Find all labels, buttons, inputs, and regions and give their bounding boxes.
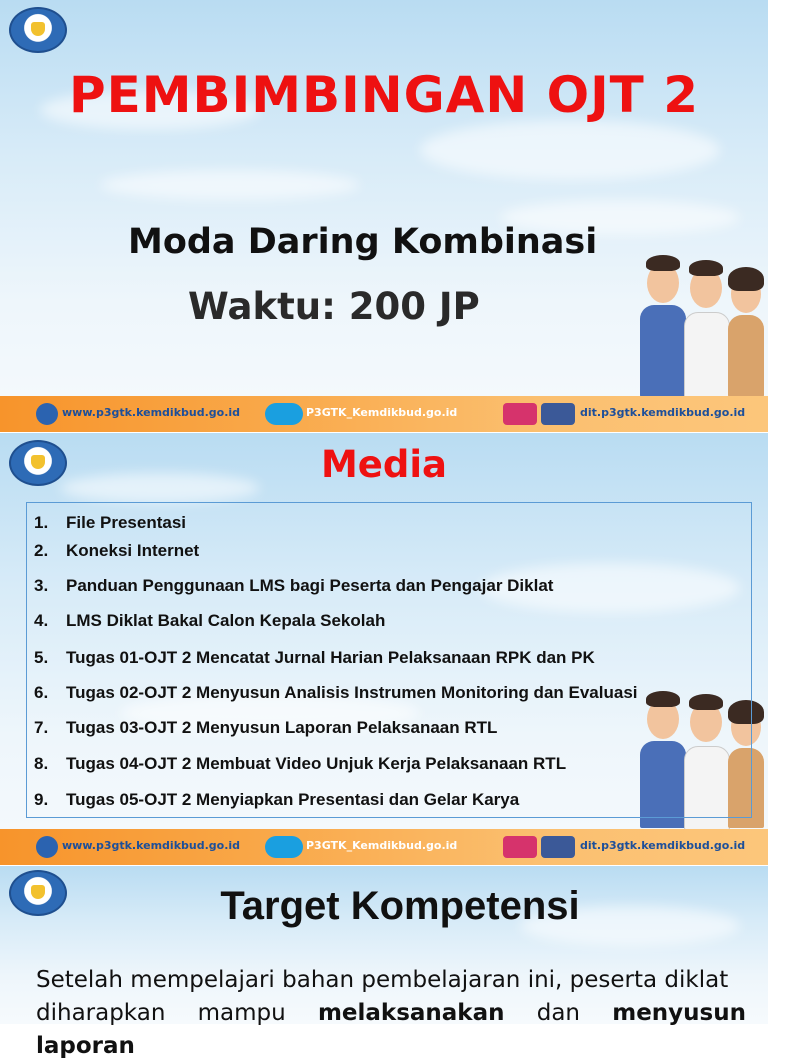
media-list-box — [26, 502, 752, 818]
twitter-link[interactable]: P3GTK_Kemdikbud.go.id — [306, 839, 458, 852]
list-item: 9. Tugas 05-OJT 2 Menyiapkan Presentasi dan Gelar Karya — [34, 790, 520, 809]
list-item: 1. File Presentasi — [34, 513, 187, 532]
slide-footer — [0, 829, 768, 865]
facebook-icon — [541, 836, 575, 858]
kemdikbud-logo — [9, 7, 67, 53]
social-link[interactable]: dit.p3gtk.kemdikbud.go.id — [580, 839, 746, 852]
list-item: 6. Tugas 02-OJT 2 Menyusun Analisis Instrumen Monitoring dan Evaluasi — [34, 683, 638, 702]
globe-icon — [36, 403, 58, 425]
slide-3 — [0, 866, 768, 1059]
twitter-icon — [265, 836, 303, 858]
social-link[interactable]: dit.p3gtk.kemdikbud.go.id — [580, 406, 746, 419]
slide-title: PEMBIMBINGAN OJT 2 — [69, 66, 699, 124]
list-item: 4. LMS Diklat Bakal Calon Kepala Sekolah — [34, 611, 386, 630]
twitter-link[interactable]: P3GTK_Kemdikbud.go.id — [306, 406, 458, 419]
list-item: 3. Panduan Penggunaan LMS bagi Peserta dan Pengajar Diklat — [34, 576, 554, 595]
slide-subtitle: Moda Daring Kombinasi — [128, 222, 598, 262]
instagram-icon — [503, 403, 537, 425]
website-link[interactable]: www.p3gtk.kemdikbud.go.id — [62, 839, 241, 852]
slide-title: Media — [320, 443, 448, 486]
instagram-icon — [503, 836, 537, 858]
slide-2 — [0, 433, 768, 865]
slide-title: Target Kompetensi — [220, 884, 580, 928]
slide-body-text: Setelah mempelajari bahan pembelajaran ini, peserta diklat diharapkan mampu melaksanakan dan menyusun laporan — [36, 967, 746, 1059]
list-item: 7. Tugas 03-OJT 2 Menyusun Laporan Pelaksanaan RTL — [34, 718, 498, 737]
globe-icon — [36, 836, 58, 858]
list-item: 2. Koneksi Internet — [34, 541, 200, 560]
slide-time: Waktu: 200 JP — [188, 285, 480, 328]
list-item: 5. Tugas 01-OJT 2 Mencatat Jurnal Harian Pelaksanaan RPK dan PK — [34, 648, 595, 667]
twitter-icon — [265, 403, 303, 425]
list-item: 8. Tugas 04-OJT 2 Membuat Video Unjuk Kerja Pelaksanaan RTL — [34, 754, 567, 773]
slide-footer — [0, 396, 768, 432]
website-link[interactable]: www.p3gtk.kemdikbud.go.id — [62, 406, 241, 419]
facebook-icon — [541, 403, 575, 425]
people-illustration — [628, 245, 768, 397]
slide-1 — [0, 0, 768, 432]
